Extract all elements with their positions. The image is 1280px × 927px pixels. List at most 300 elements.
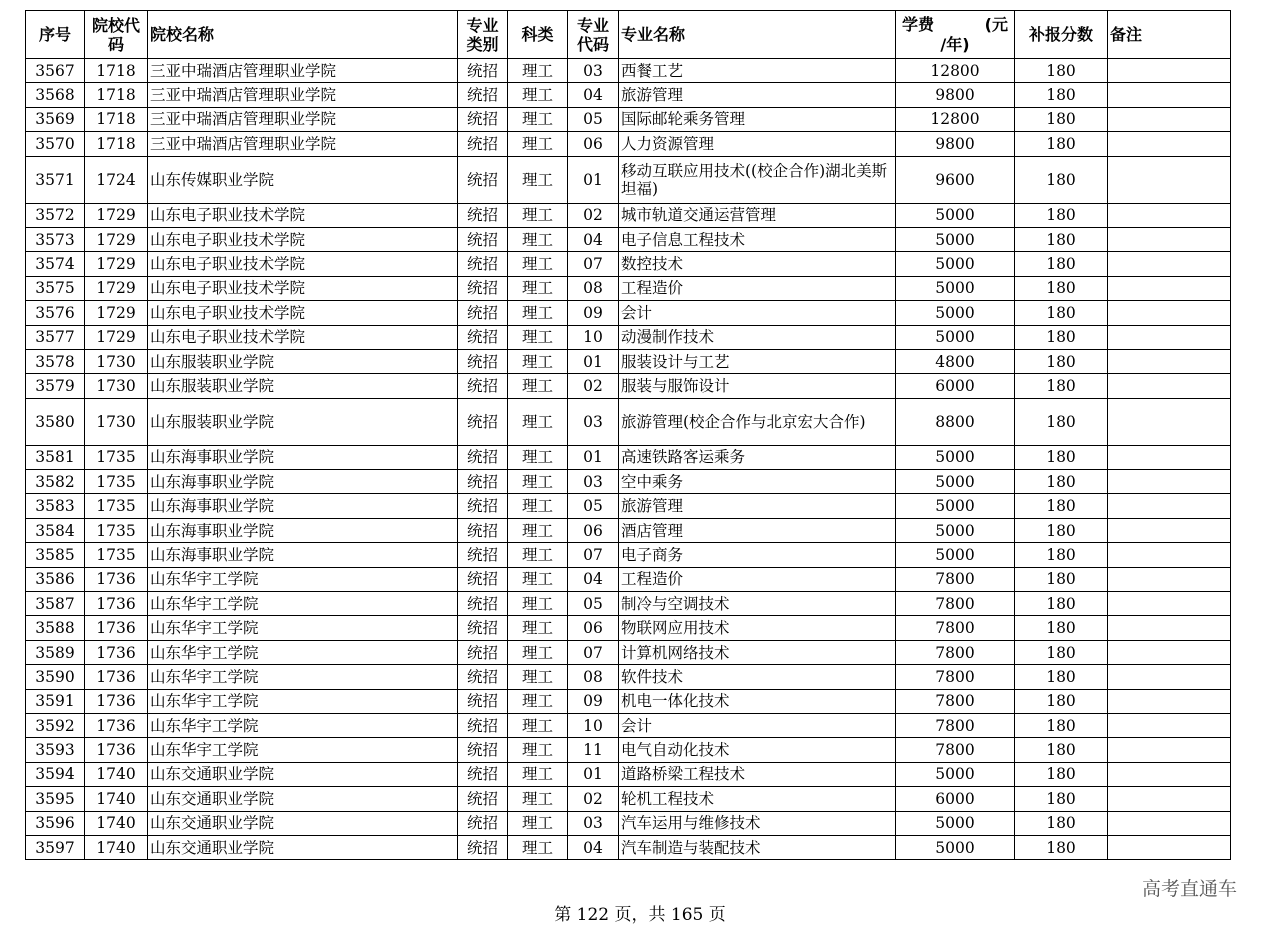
header-fee-unit-open: (元 bbox=[984, 15, 1008, 34]
cell-school-name: 山东服装职业学院 bbox=[148, 374, 458, 398]
cell-major-name: 电气自动化技术 bbox=[619, 738, 896, 762]
cell-score: 180 bbox=[1015, 203, 1108, 227]
cell-major-type: 统招 bbox=[458, 252, 508, 276]
cell-note bbox=[1108, 738, 1231, 762]
cell-school-code: 1736 bbox=[85, 665, 148, 689]
cell-fee: 5000 bbox=[896, 445, 1015, 469]
cell-school-name: 山东交通职业学院 bbox=[148, 762, 458, 786]
table-header-row bbox=[26, 11, 1231, 59]
cell-school-code: 1724 bbox=[85, 156, 148, 203]
cell-note bbox=[1108, 83, 1231, 107]
cell-fee: 5000 bbox=[896, 203, 1015, 227]
cell-major-name: 动漫制作技术 bbox=[619, 325, 896, 349]
cell-major-type: 统招 bbox=[458, 203, 508, 227]
cell-major-name: 酒店管理 bbox=[619, 518, 896, 542]
cell-subject: 理工 bbox=[508, 713, 568, 737]
cell-fee: 5000 bbox=[896, 301, 1015, 325]
cell-subject: 理工 bbox=[508, 83, 568, 107]
cell-score: 180 bbox=[1015, 567, 1108, 591]
cell-seq: 3576 bbox=[26, 301, 85, 325]
cell-major-code: 05 bbox=[568, 592, 619, 616]
cell-fee: 9800 bbox=[896, 83, 1015, 107]
cell-school-name: 山东海事职业学院 bbox=[148, 543, 458, 567]
cell-school-code: 1718 bbox=[85, 59, 148, 83]
cell-subject: 理工 bbox=[508, 374, 568, 398]
cell-subject: 理工 bbox=[508, 470, 568, 494]
cell-fee: 6000 bbox=[896, 374, 1015, 398]
cell-score: 180 bbox=[1015, 325, 1108, 349]
cell-note bbox=[1108, 787, 1231, 811]
cell-score: 180 bbox=[1015, 59, 1108, 83]
cell-seq: 3597 bbox=[26, 835, 85, 859]
cell-major-name: 物联网应用技术 bbox=[619, 616, 896, 640]
cell-score: 180 bbox=[1015, 762, 1108, 786]
cell-score: 180 bbox=[1015, 543, 1108, 567]
cell-major-code: 10 bbox=[568, 325, 619, 349]
cell-subject: 理工 bbox=[508, 276, 568, 300]
cell-seq: 3578 bbox=[26, 349, 85, 373]
cell-major-name: 软件技术 bbox=[619, 665, 896, 689]
cell-major-type: 统招 bbox=[458, 640, 508, 664]
cell-fee: 5000 bbox=[896, 835, 1015, 859]
table-row bbox=[26, 616, 1231, 640]
cell-seq: 3570 bbox=[26, 132, 85, 156]
cell-major-name: 空中乘务 bbox=[619, 470, 896, 494]
cell-major-type: 统招 bbox=[458, 811, 508, 835]
cell-major-name: 移动互联应用技术((校企合作)湖北美斯坦福) bbox=[619, 156, 896, 203]
cell-major-name: 工程造价 bbox=[619, 567, 896, 591]
cell-subject: 理工 bbox=[508, 445, 568, 469]
cell-subject: 理工 bbox=[508, 811, 568, 835]
cell-major-name: 工程造价 bbox=[619, 276, 896, 300]
cell-major-type: 统招 bbox=[458, 689, 508, 713]
cell-seq: 3588 bbox=[26, 616, 85, 640]
cell-major-type: 统招 bbox=[458, 762, 508, 786]
table-row bbox=[26, 762, 1231, 786]
cell-major-code: 04 bbox=[568, 567, 619, 591]
cell-subject: 理工 bbox=[508, 301, 568, 325]
cell-major-name: 数控技术 bbox=[619, 252, 896, 276]
cell-major-code: 05 bbox=[568, 494, 619, 518]
cell-subject: 理工 bbox=[508, 227, 568, 251]
header-major-type: 专业类别 bbox=[458, 11, 508, 59]
cell-school-name: 山东交通职业学院 bbox=[148, 811, 458, 835]
cell-subject: 理工 bbox=[508, 835, 568, 859]
cell-note bbox=[1108, 398, 1231, 445]
cell-fee: 7800 bbox=[896, 640, 1015, 664]
cell-major-type: 统招 bbox=[458, 470, 508, 494]
cell-school-code: 1736 bbox=[85, 592, 148, 616]
cell-fee: 8800 bbox=[896, 398, 1015, 445]
cell-school-code: 1729 bbox=[85, 325, 148, 349]
cell-school-code: 1736 bbox=[85, 738, 148, 762]
cell-major-code: 02 bbox=[568, 374, 619, 398]
table-row bbox=[26, 252, 1231, 276]
cell-note bbox=[1108, 616, 1231, 640]
table-row bbox=[26, 787, 1231, 811]
table-row bbox=[26, 132, 1231, 156]
cell-major-name: 旅游管理 bbox=[619, 83, 896, 107]
cell-note bbox=[1108, 374, 1231, 398]
cell-note bbox=[1108, 325, 1231, 349]
cell-major-code: 05 bbox=[568, 107, 619, 131]
table-row bbox=[26, 227, 1231, 251]
cell-school-name: 山东电子职业技术学院 bbox=[148, 301, 458, 325]
cell-fee: 7800 bbox=[896, 665, 1015, 689]
cell-note bbox=[1108, 301, 1231, 325]
cell-subject: 理工 bbox=[508, 252, 568, 276]
cell-major-name: 道路桥梁工程技术 bbox=[619, 762, 896, 786]
cell-fee: 5000 bbox=[896, 518, 1015, 542]
cell-major-code: 06 bbox=[568, 616, 619, 640]
table-row bbox=[26, 470, 1231, 494]
cell-score: 180 bbox=[1015, 107, 1108, 131]
cell-subject: 理工 bbox=[508, 494, 568, 518]
cell-note bbox=[1108, 665, 1231, 689]
header-major-name: 专业名称 bbox=[619, 11, 896, 59]
cell-school-code: 1735 bbox=[85, 543, 148, 567]
table-row bbox=[26, 518, 1231, 542]
cell-school-name: 山东华宇工学院 bbox=[148, 713, 458, 737]
cell-subject: 理工 bbox=[508, 787, 568, 811]
cell-major-name: 旅游管理(校企合作与北京宏大合作) bbox=[619, 398, 896, 445]
cell-note bbox=[1108, 107, 1231, 131]
watermark-text: 高考直通车 bbox=[1142, 878, 1238, 900]
cell-school-code: 1740 bbox=[85, 835, 148, 859]
cell-major-name: 会计 bbox=[619, 713, 896, 737]
cell-major-code: 02 bbox=[568, 203, 619, 227]
cell-note bbox=[1108, 349, 1231, 373]
cell-school-name: 山东服装职业学院 bbox=[148, 349, 458, 373]
cell-school-name: 三亚中瑞酒店管理职业学院 bbox=[148, 107, 458, 131]
cell-major-type: 统招 bbox=[458, 445, 508, 469]
cell-major-name: 人力资源管理 bbox=[619, 132, 896, 156]
cell-note bbox=[1108, 835, 1231, 859]
header-seq: 序号 bbox=[26, 11, 85, 59]
cell-fee: 4800 bbox=[896, 349, 1015, 373]
cell-major-name: 服装设计与工艺 bbox=[619, 349, 896, 373]
cell-subject: 理工 bbox=[508, 59, 568, 83]
cell-seq: 3591 bbox=[26, 689, 85, 713]
cell-subject: 理工 bbox=[508, 762, 568, 786]
cell-fee: 7800 bbox=[896, 738, 1015, 762]
cell-major-type: 统招 bbox=[458, 156, 508, 203]
cell-seq: 3580 bbox=[26, 398, 85, 445]
cell-seq: 3579 bbox=[26, 374, 85, 398]
table-row bbox=[26, 640, 1231, 664]
header-major-code: 专业代码 bbox=[568, 11, 619, 59]
cell-major-code: 01 bbox=[568, 762, 619, 786]
cell-score: 180 bbox=[1015, 689, 1108, 713]
cell-note bbox=[1108, 543, 1231, 567]
cell-seq: 3583 bbox=[26, 494, 85, 518]
cell-score: 180 bbox=[1015, 301, 1108, 325]
cell-major-type: 统招 bbox=[458, 374, 508, 398]
cell-seq: 3575 bbox=[26, 276, 85, 300]
cell-score: 180 bbox=[1015, 494, 1108, 518]
cell-fee: 5000 bbox=[896, 762, 1015, 786]
cell-score: 180 bbox=[1015, 811, 1108, 835]
cell-school-code: 1729 bbox=[85, 301, 148, 325]
cell-school-name: 山东电子职业技术学院 bbox=[148, 227, 458, 251]
cell-fee: 5000 bbox=[896, 276, 1015, 300]
cell-major-name: 旅游管理 bbox=[619, 494, 896, 518]
cell-school-name: 山东电子职业技术学院 bbox=[148, 252, 458, 276]
cell-seq: 3596 bbox=[26, 811, 85, 835]
cell-subject: 理工 bbox=[508, 398, 568, 445]
admissions-table bbox=[25, 10, 1231, 860]
cell-major-name: 汽车运用与维修技术 bbox=[619, 811, 896, 835]
cell-school-name: 山东电子职业技术学院 bbox=[148, 325, 458, 349]
cell-score: 180 bbox=[1015, 470, 1108, 494]
cell-note bbox=[1108, 592, 1231, 616]
cell-note bbox=[1108, 518, 1231, 542]
cell-major-code: 01 bbox=[568, 445, 619, 469]
cell-school-name: 山东华宇工学院 bbox=[148, 592, 458, 616]
cell-fee: 5000 bbox=[896, 543, 1015, 567]
table-row bbox=[26, 83, 1231, 107]
cell-fee: 5000 bbox=[896, 811, 1015, 835]
cell-school-code: 1729 bbox=[85, 276, 148, 300]
cell-score: 180 bbox=[1015, 445, 1108, 469]
cell-major-type: 统招 bbox=[458, 83, 508, 107]
cell-note bbox=[1108, 203, 1231, 227]
cell-score: 180 bbox=[1015, 665, 1108, 689]
cell-major-type: 统招 bbox=[458, 349, 508, 373]
cell-seq: 3592 bbox=[26, 713, 85, 737]
cell-subject: 理工 bbox=[508, 325, 568, 349]
cell-major-type: 统招 bbox=[458, 518, 508, 542]
cell-note bbox=[1108, 227, 1231, 251]
cell-fee: 12800 bbox=[896, 59, 1015, 83]
cell-school-code: 1730 bbox=[85, 398, 148, 445]
cell-major-code: 06 bbox=[568, 518, 619, 542]
table-row bbox=[26, 203, 1231, 227]
cell-major-type: 统招 bbox=[458, 59, 508, 83]
cell-major-code: 11 bbox=[568, 738, 619, 762]
header-fee bbox=[896, 11, 1015, 59]
cell-note bbox=[1108, 59, 1231, 83]
cell-score: 180 bbox=[1015, 787, 1108, 811]
cell-fee: 6000 bbox=[896, 787, 1015, 811]
cell-subject: 理工 bbox=[508, 107, 568, 131]
cell-seq: 3581 bbox=[26, 445, 85, 469]
cell-major-code: 09 bbox=[568, 301, 619, 325]
header-fee-label: 学费 bbox=[902, 15, 935, 34]
cell-major-code: 08 bbox=[568, 665, 619, 689]
cell-major-code: 04 bbox=[568, 83, 619, 107]
cell-major-code: 07 bbox=[568, 252, 619, 276]
cell-school-code: 1736 bbox=[85, 640, 148, 664]
cell-score: 180 bbox=[1015, 227, 1108, 251]
header-school-name: 院校名称 bbox=[148, 11, 458, 59]
table-row bbox=[26, 301, 1231, 325]
cell-subject: 理工 bbox=[508, 567, 568, 591]
cell-major-type: 统招 bbox=[458, 543, 508, 567]
cell-seq: 3568 bbox=[26, 83, 85, 107]
cell-school-name: 山东华宇工学院 bbox=[148, 567, 458, 591]
cell-major-name: 高速铁路客运乘务 bbox=[619, 445, 896, 469]
cell-school-code: 1718 bbox=[85, 107, 148, 131]
cell-major-name: 电子商务 bbox=[619, 543, 896, 567]
cell-fee: 7800 bbox=[896, 592, 1015, 616]
cell-note bbox=[1108, 276, 1231, 300]
cell-fee: 9600 bbox=[896, 156, 1015, 203]
cell-school-code: 1735 bbox=[85, 445, 148, 469]
table-row bbox=[26, 689, 1231, 713]
cell-school-name: 山东华宇工学院 bbox=[148, 665, 458, 689]
cell-fee: 5000 bbox=[896, 494, 1015, 518]
table-row bbox=[26, 811, 1231, 835]
table-row bbox=[26, 713, 1231, 737]
cell-major-code: 03 bbox=[568, 811, 619, 835]
table-row bbox=[26, 325, 1231, 349]
cell-school-name: 山东海事职业学院 bbox=[148, 470, 458, 494]
cell-note bbox=[1108, 494, 1231, 518]
header-subject: 科类 bbox=[508, 11, 568, 59]
cell-school-code: 1735 bbox=[85, 470, 148, 494]
cell-major-code: 02 bbox=[568, 787, 619, 811]
cell-major-code: 03 bbox=[568, 59, 619, 83]
cell-school-code: 1735 bbox=[85, 494, 148, 518]
cell-score: 180 bbox=[1015, 132, 1108, 156]
cell-major-code: 07 bbox=[568, 543, 619, 567]
cell-school-name: 山东交通职业学院 bbox=[148, 787, 458, 811]
table-row bbox=[26, 156, 1231, 203]
table-row bbox=[26, 494, 1231, 518]
cell-major-code: 07 bbox=[568, 640, 619, 664]
cell-score: 180 bbox=[1015, 398, 1108, 445]
cell-fee: 9800 bbox=[896, 132, 1015, 156]
cell-fee: 5000 bbox=[896, 325, 1015, 349]
cell-school-name: 三亚中瑞酒店管理职业学院 bbox=[148, 83, 458, 107]
table-row bbox=[26, 665, 1231, 689]
header-score: 补报分数 bbox=[1015, 11, 1108, 59]
cell-score: 180 bbox=[1015, 374, 1108, 398]
cell-seq: 3587 bbox=[26, 592, 85, 616]
cell-score: 180 bbox=[1015, 835, 1108, 859]
cell-major-name: 制冷与空调技术 bbox=[619, 592, 896, 616]
cell-major-type: 统招 bbox=[458, 107, 508, 131]
page-footer: 第 122 页，共 165 页 bbox=[554, 905, 726, 925]
table-row bbox=[26, 398, 1231, 445]
cell-fee: 5000 bbox=[896, 252, 1015, 276]
table-row bbox=[26, 374, 1231, 398]
cell-seq: 3595 bbox=[26, 787, 85, 811]
cell-subject: 理工 bbox=[508, 738, 568, 762]
cell-major-name: 城市轨道交通运营管理 bbox=[619, 203, 896, 227]
cell-school-name: 山东服装职业学院 bbox=[148, 398, 458, 445]
cell-major-code: 04 bbox=[568, 835, 619, 859]
cell-fee: 7800 bbox=[896, 567, 1015, 591]
cell-major-type: 统招 bbox=[458, 835, 508, 859]
table-row bbox=[26, 592, 1231, 616]
cell-school-code: 1729 bbox=[85, 252, 148, 276]
cell-subject: 理工 bbox=[508, 156, 568, 203]
cell-school-code: 1730 bbox=[85, 349, 148, 373]
cell-major-name: 西餐工艺 bbox=[619, 59, 896, 83]
cell-subject: 理工 bbox=[508, 518, 568, 542]
cell-major-code: 03 bbox=[568, 470, 619, 494]
cell-major-type: 统招 bbox=[458, 738, 508, 762]
cell-subject: 理工 bbox=[508, 543, 568, 567]
cell-score: 180 bbox=[1015, 713, 1108, 737]
cell-major-name: 国际邮轮乘务管理 bbox=[619, 107, 896, 131]
cell-subject: 理工 bbox=[508, 592, 568, 616]
cell-seq: 3567 bbox=[26, 59, 85, 83]
cell-score: 180 bbox=[1015, 276, 1108, 300]
cell-subject: 理工 bbox=[508, 665, 568, 689]
cell-school-name: 山东海事职业学院 bbox=[148, 494, 458, 518]
cell-subject: 理工 bbox=[508, 640, 568, 664]
cell-major-type: 统招 bbox=[458, 616, 508, 640]
cell-note bbox=[1108, 252, 1231, 276]
cell-major-type: 统招 bbox=[458, 398, 508, 445]
cell-major-type: 统招 bbox=[458, 787, 508, 811]
cell-note bbox=[1108, 470, 1231, 494]
cell-major-type: 统招 bbox=[458, 301, 508, 325]
cell-major-type: 统招 bbox=[458, 227, 508, 251]
cell-major-type: 统招 bbox=[458, 713, 508, 737]
cell-major-type: 统招 bbox=[458, 567, 508, 591]
cell-major-type: 统招 bbox=[458, 665, 508, 689]
cell-school-code: 1740 bbox=[85, 787, 148, 811]
cell-major-type: 统招 bbox=[458, 494, 508, 518]
cell-major-code: 01 bbox=[568, 349, 619, 373]
cell-major-type: 统招 bbox=[458, 276, 508, 300]
header-note: 备注 bbox=[1108, 11, 1231, 59]
cell-school-code: 1740 bbox=[85, 762, 148, 786]
cell-fee: 12800 bbox=[896, 107, 1015, 131]
cell-school-name: 山东电子职业技术学院 bbox=[148, 203, 458, 227]
cell-school-code: 1736 bbox=[85, 713, 148, 737]
cell-school-name: 山东华宇工学院 bbox=[148, 640, 458, 664]
cell-major-name: 轮机工程技术 bbox=[619, 787, 896, 811]
table-row bbox=[26, 276, 1231, 300]
cell-major-code: 10 bbox=[568, 713, 619, 737]
cell-school-name: 山东华宇工学院 bbox=[148, 738, 458, 762]
cell-score: 180 bbox=[1015, 83, 1108, 107]
cell-score: 180 bbox=[1015, 252, 1108, 276]
cell-note bbox=[1108, 762, 1231, 786]
cell-seq: 3586 bbox=[26, 567, 85, 591]
cell-seq: 3577 bbox=[26, 325, 85, 349]
cell-subject: 理工 bbox=[508, 132, 568, 156]
cell-note bbox=[1108, 811, 1231, 835]
cell-fee: 7800 bbox=[896, 689, 1015, 713]
cell-seq: 3572 bbox=[26, 203, 85, 227]
table-row bbox=[26, 835, 1231, 859]
cell-school-code: 1730 bbox=[85, 374, 148, 398]
cell-seq: 3589 bbox=[26, 640, 85, 664]
cell-note bbox=[1108, 689, 1231, 713]
cell-major-name: 机电一体化技术 bbox=[619, 689, 896, 713]
cell-note bbox=[1108, 567, 1231, 591]
table-row bbox=[26, 738, 1231, 762]
cell-subject: 理工 bbox=[508, 616, 568, 640]
cell-major-name: 计算机网络技术 bbox=[619, 640, 896, 664]
cell-seq: 3590 bbox=[26, 665, 85, 689]
cell-seq: 3582 bbox=[26, 470, 85, 494]
cell-school-name: 山东华宇工学院 bbox=[148, 616, 458, 640]
cell-fee: 7800 bbox=[896, 616, 1015, 640]
cell-school-code: 1735 bbox=[85, 518, 148, 542]
header-fee-unit-close: /年) bbox=[940, 35, 970, 54]
cell-fee: 7800 bbox=[896, 713, 1015, 737]
table-row bbox=[26, 349, 1231, 373]
cell-score: 180 bbox=[1015, 518, 1108, 542]
header-school-code: 院校代码 bbox=[85, 11, 148, 59]
